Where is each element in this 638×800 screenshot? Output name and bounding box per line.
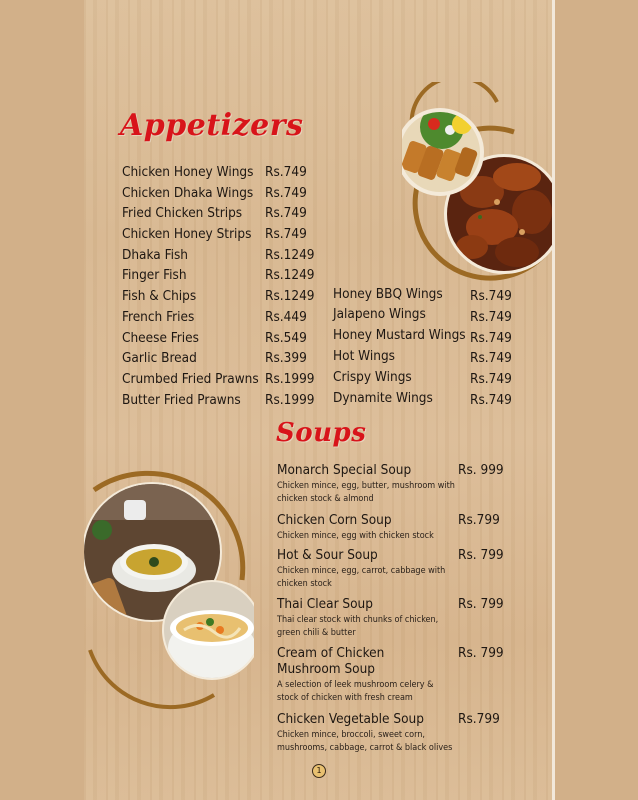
item-price: Rs.449 [265, 309, 307, 325]
soup-description: Chicken mince, egg with chicken stock [277, 531, 434, 541]
soup-name: Hot & Sour Soup [277, 547, 378, 563]
list-item: Cheese Fries [122, 330, 199, 346]
list-item: Hot Wings [333, 348, 396, 364]
item-price: Rs.749 [470, 371, 512, 387]
item-price: Rs.749 [265, 164, 307, 180]
list-item: Chicken Dhaka Wings [122, 185, 254, 201]
item-price: Rs.799 [458, 512, 500, 528]
item-price: Rs. 999 [458, 462, 504, 478]
soup-description: A selection of leek mushroom celery & stock of chicken with fresh cream [277, 680, 434, 703]
list-item: Crispy Wings [333, 369, 412, 385]
item-price: Rs.749 [265, 205, 307, 221]
item-price: Rs.1249 [265, 247, 315, 263]
item-price: Rs.1999 [265, 371, 315, 387]
item-price: Rs. 799 [458, 547, 504, 563]
list-item: Chicken Honey Wings [122, 164, 254, 180]
soup-description: Chicken mince, egg, butter, mushroom with chicken stock & almond [277, 481, 455, 504]
list-item: Chicken Honey Strips [122, 226, 252, 242]
list-item: Jalapeno Wings [333, 306, 426, 322]
list-item: Fried Chicken Strips [122, 205, 243, 221]
menu-page [84, 0, 552, 800]
appetizer-photo [402, 82, 552, 282]
item-price: Rs.749 [470, 392, 512, 408]
list-item: Crumbed Fried Prawns [122, 371, 259, 387]
list-item: Fish & Chips [122, 288, 197, 304]
soup-name: Thai Clear Soup [277, 596, 373, 612]
soup-name: Chicken Vegetable Soup [277, 711, 424, 727]
list-item: Butter Fried Prawns [122, 392, 241, 408]
item-price: Rs.749 [470, 288, 512, 304]
item-price: Rs.749 [265, 226, 307, 242]
soup-description: Chicken mince, broccoli, sweet corn, mushrooms, cabbage, carrot & black olives [277, 730, 453, 753]
list-item: Finger Fish [122, 267, 187, 283]
item-price: Rs. 799 [458, 596, 504, 612]
item-price: Rs. 799 [458, 645, 504, 661]
list-item: Dynamite Wings [333, 390, 433, 406]
soup-photo [84, 470, 254, 710]
item-price: Rs.1249 [265, 267, 315, 283]
soups-heading: Soups [276, 418, 367, 448]
soup-name: Chicken Corn Soup [277, 512, 392, 528]
item-price: Rs.549 [265, 330, 307, 346]
soup-name: Cream of Chicken Mushroom Soup [277, 645, 385, 677]
soup-description: Chicken mince, egg, carrot, cabbage with chicken stock [277, 566, 446, 589]
item-price: Rs.1249 [265, 288, 315, 304]
page-edge [552, 0, 555, 800]
list-item: Garlic Bread [122, 350, 197, 366]
list-item: Dhaka Fish [122, 247, 188, 263]
page-number: 1 [312, 764, 326, 778]
item-price: Rs.399 [265, 350, 307, 366]
item-price: Rs.749 [470, 330, 512, 346]
list-item: French Fries [122, 309, 195, 325]
item-price: Rs.749 [265, 185, 307, 201]
item-price: Rs.799 [458, 711, 500, 727]
soup-name: Monarch Special Soup [277, 462, 412, 478]
appetizers-heading: Appetizers [120, 108, 304, 143]
item-price: Rs.749 [470, 350, 512, 366]
list-item: Honey BBQ Wings [333, 286, 443, 302]
list-item: Honey Mustard Wings [333, 327, 466, 343]
item-price: Rs.1999 [265, 392, 315, 408]
soup-description: Thai clear stock with chunks of chicken, green chili & butter [277, 615, 439, 638]
item-price: Rs.749 [470, 309, 512, 325]
